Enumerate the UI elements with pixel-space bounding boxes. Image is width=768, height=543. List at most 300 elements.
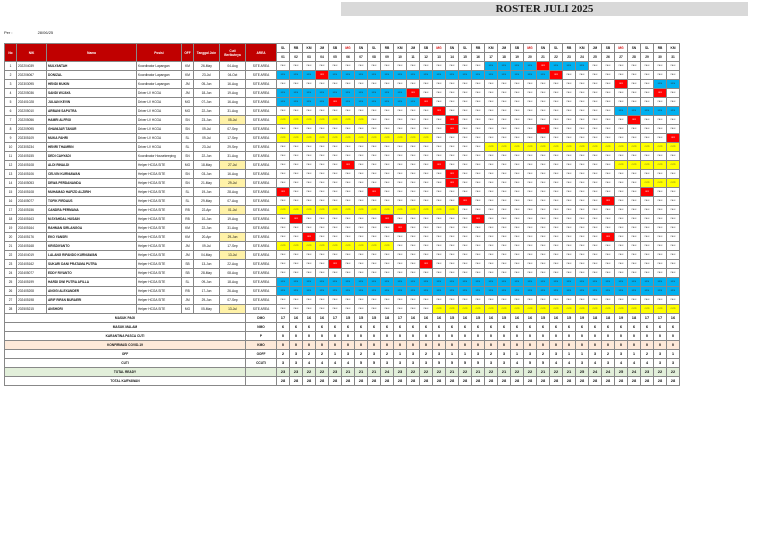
summary-value: 25 bbox=[576, 368, 589, 377]
shift-cell: CUTI bbox=[420, 134, 433, 143]
cell-nama: EKO YANSRI bbox=[47, 233, 137, 242]
date-label: 05 bbox=[329, 53, 342, 62]
summary-value: 3 bbox=[342, 350, 355, 359]
shift-cell: PAGI bbox=[602, 71, 615, 80]
cell-cuti: 13-Jul bbox=[220, 251, 246, 260]
cell-nama: KRISDIYANTO bbox=[47, 242, 137, 251]
shift-cell: MLM bbox=[537, 71, 550, 80]
shift-cell: PAGI bbox=[498, 260, 511, 269]
shift-cell: PAGI bbox=[641, 224, 654, 233]
shift-cell: CUTI bbox=[550, 305, 563, 314]
summary-value: 0 bbox=[550, 332, 563, 341]
cell-cuti: 18-Aug bbox=[220, 278, 246, 287]
shift-cell: PAGI bbox=[576, 125, 589, 134]
shift-cell: PAGI bbox=[628, 206, 641, 215]
summary-value: 0 bbox=[654, 341, 667, 350]
shift-cell: PAGI bbox=[511, 161, 524, 170]
table-row bbox=[5, 107, 680, 116]
cell-area: SITE AREA bbox=[246, 62, 277, 71]
shift-cell: MLM bbox=[576, 287, 589, 296]
summary-label: CUTI bbox=[5, 359, 246, 368]
shift-cell: MLM bbox=[472, 287, 485, 296]
summary-value: 22 bbox=[550, 368, 563, 377]
shift-cell: PAGI bbox=[641, 215, 654, 224]
shift-cell: PAGI bbox=[394, 143, 407, 152]
shift-cell: PAGI bbox=[524, 152, 537, 161]
summary-value: 28 bbox=[511, 377, 524, 386]
shift-cell: MLM bbox=[342, 89, 355, 98]
shift-cell: PAGI bbox=[654, 224, 667, 233]
cell-area: SITE AREA bbox=[246, 224, 277, 233]
cell-area: SITE AREA bbox=[246, 287, 277, 296]
cell-nik: 202209095 bbox=[17, 125, 47, 134]
summary-value: 4 bbox=[641, 359, 654, 368]
summary-value: 0 bbox=[628, 341, 641, 350]
day-label: MG bbox=[615, 44, 628, 53]
shift-cell: PAGI bbox=[602, 125, 615, 134]
summary-value: 0 bbox=[667, 341, 680, 350]
summary-value: 16 bbox=[550, 314, 563, 323]
summary-value: 16 bbox=[485, 314, 498, 323]
shift-cell: MLM bbox=[485, 62, 498, 71]
shift-cell: PAGI bbox=[498, 107, 511, 116]
cell-join: 21-May bbox=[194, 179, 220, 188]
cell-nik: 202205036 bbox=[17, 89, 47, 98]
summary-value: 21 bbox=[355, 368, 368, 377]
shift-cell: CUTI bbox=[550, 143, 563, 152]
shift-cell: PAGI bbox=[511, 215, 524, 224]
col-off: OFF bbox=[182, 44, 194, 62]
shift-cell: PAGI bbox=[459, 107, 472, 116]
cell-nik: 202206067 bbox=[17, 71, 47, 80]
summary-value: 0 bbox=[277, 341, 290, 350]
shift-cell: CUTI bbox=[355, 242, 368, 251]
shift-cell: PAGI bbox=[355, 197, 368, 206]
shift-cell: PAGI bbox=[602, 98, 615, 107]
shift-cell: PAGI bbox=[277, 170, 290, 179]
shift-cell: PAGI bbox=[290, 197, 303, 206]
shift-cell: OFF bbox=[472, 215, 485, 224]
shift-cell: MLM bbox=[446, 71, 459, 80]
col-area: AREA bbox=[246, 44, 277, 62]
cell-nama: DEDI CAHYADI bbox=[47, 152, 137, 161]
shift-cell: PAGI bbox=[342, 107, 355, 116]
cell-no: 16 bbox=[5, 197, 17, 206]
shift-cell: PAGI bbox=[381, 116, 394, 125]
date-label: 27 bbox=[615, 53, 628, 62]
summary-value: 15 bbox=[537, 314, 550, 323]
shift-cell: CUTI bbox=[459, 305, 472, 314]
summary-value: 3 bbox=[433, 350, 446, 359]
shift-cell: PAGI bbox=[316, 125, 329, 134]
cell-cuti: 07-Sep bbox=[220, 125, 246, 134]
summary-value: 3 bbox=[277, 359, 290, 368]
shift-cell: PAGI bbox=[368, 143, 381, 152]
summary-value: 28 bbox=[368, 377, 381, 386]
summary-value: 28 bbox=[355, 377, 368, 386]
summary-row bbox=[5, 377, 680, 386]
shift-cell: PAGI bbox=[563, 116, 576, 125]
shift-cell: PAGI bbox=[628, 98, 641, 107]
shift-cell: CUTI bbox=[329, 116, 342, 125]
summary-value: 0 bbox=[290, 341, 303, 350]
shift-cell: PAGI bbox=[498, 98, 511, 107]
shift-cell: PAGI bbox=[433, 143, 446, 152]
shift-cell: PAGI bbox=[485, 152, 498, 161]
shift-cell: PAGI bbox=[602, 170, 615, 179]
summary-value: 17 bbox=[329, 314, 342, 323]
shift-cell: PAGI bbox=[459, 206, 472, 215]
summary-value: 3 bbox=[394, 359, 407, 368]
shift-cell: PAGI bbox=[303, 215, 316, 224]
shift-cell: MLM bbox=[576, 278, 589, 287]
summary-value: 16 bbox=[407, 314, 420, 323]
shift-cell: PAGI bbox=[394, 152, 407, 161]
cell-no: 5 bbox=[5, 98, 17, 107]
shift-cell: PAGI bbox=[615, 98, 628, 107]
cell-cuti: 31-Aug bbox=[220, 107, 246, 116]
cell-join: 29-Jun bbox=[194, 296, 220, 305]
shift-cell: PAGI bbox=[524, 269, 537, 278]
shift-cell: PAGI bbox=[459, 215, 472, 224]
shift-cell: OFF bbox=[420, 98, 433, 107]
summary-row bbox=[5, 341, 680, 350]
shift-cell: CUTI bbox=[342, 242, 355, 251]
cell-nama: ANSHORI bbox=[47, 305, 137, 314]
shift-cell: PAGI bbox=[368, 296, 381, 305]
shift-cell: MLM bbox=[654, 80, 667, 89]
cell-nik: 202405162 bbox=[17, 260, 47, 269]
date-label: 20 bbox=[524, 53, 537, 62]
cell-posisi: Helper HCGA SITE bbox=[137, 260, 182, 269]
shift-cell: PAGI bbox=[628, 224, 641, 233]
summary-value: 0 bbox=[277, 332, 290, 341]
cell-nik: 202305234 bbox=[17, 143, 47, 152]
shift-cell: PAGI bbox=[563, 206, 576, 215]
shift-cell: MLM bbox=[394, 89, 407, 98]
summary-value: 28 bbox=[654, 377, 667, 386]
shift-cell: PAGI bbox=[485, 296, 498, 305]
shift-cell: PAGI bbox=[550, 89, 563, 98]
summary-code bbox=[246, 368, 277, 377]
summary-value: 22 bbox=[485, 368, 498, 377]
cell-no: 18 bbox=[5, 215, 17, 224]
shift-cell: PAGI bbox=[459, 143, 472, 152]
shift-cell: PAGI bbox=[329, 233, 342, 242]
shift-cell: PAGI bbox=[394, 80, 407, 89]
cell-posisi: Helper HCGA SITE bbox=[137, 170, 182, 179]
shift-cell: PAGI bbox=[498, 269, 511, 278]
shift-cell: MLM bbox=[381, 71, 394, 80]
shift-cell: PAGI bbox=[446, 98, 459, 107]
cell-no: 15 bbox=[5, 188, 17, 197]
cell-nama: EDDY RIYANTO bbox=[47, 269, 137, 278]
date-label: 01 bbox=[277, 53, 290, 62]
summary-value: 3 bbox=[368, 350, 381, 359]
summary-value: 3 bbox=[615, 350, 628, 359]
shift-cell: PAGI bbox=[589, 71, 602, 80]
table-row bbox=[5, 62, 680, 71]
summary-value: 3 bbox=[654, 359, 667, 368]
cell-nama: ANGGI ALEXANDER bbox=[47, 287, 137, 296]
shift-cell: PAGI bbox=[381, 260, 394, 269]
shift-cell: PAGI bbox=[602, 152, 615, 161]
cell-nik: 202405106 bbox=[17, 170, 47, 179]
cell-posisi: Helper HCGA SITE bbox=[137, 305, 182, 314]
cell-cuti: 19-Aug bbox=[220, 215, 246, 224]
shift-cell: PAGI bbox=[667, 152, 680, 161]
cell-area: SITE AREA bbox=[246, 305, 277, 314]
shift-cell: PAGI bbox=[511, 152, 524, 161]
shift-cell: MLM bbox=[446, 278, 459, 287]
shift-cell: PAGI bbox=[433, 134, 446, 143]
summary-code bbox=[246, 377, 277, 386]
summary-row bbox=[5, 350, 680, 359]
shift-cell: PAGI bbox=[303, 251, 316, 260]
cell-no: 3 bbox=[5, 80, 17, 89]
shift-cell: PAGI bbox=[654, 242, 667, 251]
cell-no: 25 bbox=[5, 278, 17, 287]
summary-value: 6 bbox=[459, 323, 472, 332]
table-row bbox=[5, 80, 680, 89]
summary-value: 0 bbox=[498, 341, 511, 350]
shift-cell: PAGI bbox=[303, 143, 316, 152]
cell-nama: DEWA PERDANANDA bbox=[47, 179, 137, 188]
shift-cell: PAGI bbox=[420, 197, 433, 206]
summary-value: 28 bbox=[589, 377, 602, 386]
shift-cell: PAGI bbox=[329, 188, 342, 197]
date-label: 26 bbox=[602, 53, 615, 62]
summary-value: 6 bbox=[537, 323, 550, 332]
summary-value: 23 bbox=[329, 368, 342, 377]
cell-join: 05-May bbox=[194, 305, 220, 314]
shift-cell: PAGI bbox=[589, 125, 602, 134]
shift-cell: CUTI bbox=[446, 305, 459, 314]
shift-cell: PAGI bbox=[667, 188, 680, 197]
summary-value: 2 bbox=[355, 350, 368, 359]
shift-cell: PAGI bbox=[576, 80, 589, 89]
summary-value: 1 bbox=[394, 350, 407, 359]
cell-posisi: Helper HCGA SITE bbox=[137, 242, 182, 251]
cell-nama: DONIZAL bbox=[47, 71, 137, 80]
shift-cell: PAGI bbox=[667, 71, 680, 80]
shift-cell: PAGI bbox=[316, 224, 329, 233]
cell-join: 10-Jun bbox=[194, 215, 220, 224]
shift-cell: PAGI bbox=[498, 134, 511, 143]
shift-cell: CUTI bbox=[524, 305, 537, 314]
summary-label: KONFIRMASI COVID-19 bbox=[5, 341, 246, 350]
shift-cell: OFF bbox=[615, 80, 628, 89]
shift-cell: CUTI bbox=[563, 143, 576, 152]
shift-cell: PAGI bbox=[667, 233, 680, 242]
summary-value: 15 bbox=[563, 314, 576, 323]
summary-row bbox=[5, 332, 680, 341]
summary-value: 18 bbox=[589, 314, 602, 323]
shift-cell: PAGI bbox=[628, 89, 641, 98]
shift-cell: MLM bbox=[602, 278, 615, 287]
shift-cell: OFF bbox=[654, 89, 667, 98]
cell-no: 1 bbox=[5, 62, 17, 71]
shift-cell: MLM bbox=[433, 287, 446, 296]
shift-cell: PAGI bbox=[433, 116, 446, 125]
summary-label: TOTAL KARYAWAN bbox=[5, 377, 246, 386]
summary-value: 0 bbox=[537, 332, 550, 341]
shift-cell: PAGI bbox=[420, 296, 433, 305]
shift-cell: PAGI bbox=[589, 134, 602, 143]
summary-value: 4 bbox=[550, 359, 563, 368]
cell-nik: 202205010 bbox=[17, 107, 47, 116]
shift-cell: PAGI bbox=[524, 125, 537, 134]
shift-cell: PAGI bbox=[576, 98, 589, 107]
shift-cell: PAGI bbox=[446, 143, 459, 152]
cell-no: 22 bbox=[5, 251, 17, 260]
shift-cell: PAGI bbox=[459, 179, 472, 188]
shift-cell: PAGI bbox=[511, 98, 524, 107]
shift-cell: PAGI bbox=[381, 143, 394, 152]
update-date-line bbox=[4, 30, 53, 35]
cell-cuti: 05-Jul bbox=[220, 116, 246, 125]
shift-cell: PAGI bbox=[472, 125, 485, 134]
summary-value: 28 bbox=[485, 377, 498, 386]
shift-cell: CUTI bbox=[446, 206, 459, 215]
shift-cell: OFF bbox=[537, 125, 550, 134]
shift-cell: PAGI bbox=[368, 170, 381, 179]
cell-nama: ARIF RIFAN BURAERI bbox=[47, 296, 137, 305]
summary-value: 4 bbox=[342, 359, 355, 368]
shift-cell: PAGI bbox=[433, 269, 446, 278]
shift-cell: PAGI bbox=[576, 161, 589, 170]
summary-value: 0 bbox=[511, 332, 524, 341]
shift-cell: PAGI bbox=[394, 305, 407, 314]
shift-cell: PAGI bbox=[459, 224, 472, 233]
shift-cell: PAGI bbox=[524, 98, 537, 107]
summary-value: 6 bbox=[329, 323, 342, 332]
day-label: SB bbox=[329, 44, 342, 53]
shift-cell: PAGI bbox=[511, 269, 524, 278]
summary-value: 6 bbox=[342, 323, 355, 332]
shift-cell: PAGI bbox=[628, 260, 641, 269]
cell-no: 27 bbox=[5, 296, 17, 305]
summary-value: 28 bbox=[290, 377, 303, 386]
shift-cell: PAGI bbox=[615, 260, 628, 269]
shift-cell: PAGI bbox=[290, 224, 303, 233]
shift-cell: PAGI bbox=[537, 269, 550, 278]
shift-cell: PAGI bbox=[459, 269, 472, 278]
summary-value: 3 bbox=[381, 359, 394, 368]
shift-cell: MLM bbox=[641, 107, 654, 116]
shift-cell: PAGI bbox=[472, 242, 485, 251]
shift-cell: PAGI bbox=[355, 143, 368, 152]
table-row bbox=[5, 161, 680, 170]
summary-value: 28 bbox=[524, 377, 537, 386]
shift-cell: PAGI bbox=[628, 152, 641, 161]
date-label: 31 bbox=[667, 53, 680, 62]
shift-cell: OFF bbox=[316, 71, 329, 80]
shift-cell: PAGI bbox=[589, 116, 602, 125]
summary-value: 28 bbox=[329, 377, 342, 386]
summary-value: 2 bbox=[485, 350, 498, 359]
table-row bbox=[5, 98, 680, 107]
shift-cell: PAGI bbox=[303, 170, 316, 179]
day-label: RB bbox=[654, 44, 667, 53]
shift-cell: PAGI bbox=[485, 161, 498, 170]
shift-cell: PAGI bbox=[485, 125, 498, 134]
summary-label: MASUK MALAM bbox=[5, 323, 246, 332]
shift-cell: CUTI bbox=[394, 206, 407, 215]
cell-area: SITE AREA bbox=[246, 71, 277, 80]
shift-cell: PAGI bbox=[407, 179, 420, 188]
shift-cell: PAGI bbox=[563, 152, 576, 161]
shift-cell: PAGI bbox=[563, 269, 576, 278]
shift-cell: MLM bbox=[368, 89, 381, 98]
summary-value: 4 bbox=[511, 359, 524, 368]
shift-cell: PAGI bbox=[420, 179, 433, 188]
shift-cell: PAGI bbox=[420, 62, 433, 71]
shift-cell: PAGI bbox=[615, 233, 628, 242]
shift-cell: CUTI bbox=[381, 134, 394, 143]
shift-cell: MLM bbox=[303, 287, 316, 296]
shift-cell: CUTI bbox=[498, 305, 511, 314]
shift-cell: PAGI bbox=[472, 170, 485, 179]
shift-cell: PAGI bbox=[277, 197, 290, 206]
cell-off: SL bbox=[182, 278, 194, 287]
shift-cell: PAGI bbox=[277, 215, 290, 224]
cell-off: RB bbox=[182, 215, 194, 224]
day-label: SN bbox=[355, 44, 368, 53]
summary-value: 5 bbox=[472, 359, 485, 368]
shift-cell: PAGI bbox=[420, 215, 433, 224]
shift-cell: PAGI bbox=[368, 107, 381, 116]
shift-cell: PAGI bbox=[342, 305, 355, 314]
shift-cell: PAGI bbox=[433, 224, 446, 233]
shift-cell: PAGI bbox=[329, 107, 342, 116]
shift-cell: PAGI bbox=[524, 134, 537, 143]
summary-value: 5 bbox=[446, 359, 459, 368]
summary-value: 6 bbox=[472, 323, 485, 332]
cell-off: MG bbox=[182, 161, 194, 170]
shift-cell: CUTI bbox=[329, 242, 342, 251]
cell-off: SN bbox=[182, 125, 194, 134]
shift-cell: PAGI bbox=[654, 233, 667, 242]
shift-cell: PAGI bbox=[420, 188, 433, 197]
summary-value: 1 bbox=[576, 350, 589, 359]
shift-cell: PAGI bbox=[511, 89, 524, 98]
shift-cell: MLM bbox=[394, 278, 407, 287]
day-label: SB bbox=[420, 44, 433, 53]
cell-cuti: 31-Aug bbox=[220, 152, 246, 161]
summary-value: 0 bbox=[485, 341, 498, 350]
shift-cell: PAGI bbox=[355, 233, 368, 242]
shift-cell: OFF bbox=[602, 197, 615, 206]
shift-cell: PAGI bbox=[654, 215, 667, 224]
cell-off: JM bbox=[182, 251, 194, 260]
summary-value: 16 bbox=[433, 314, 446, 323]
shift-cell: PAGI bbox=[563, 98, 576, 107]
summary-value: 28 bbox=[602, 377, 615, 386]
summary-value: 0 bbox=[589, 341, 602, 350]
shift-cell: PAGI bbox=[368, 233, 381, 242]
shift-cell: PAGI bbox=[654, 134, 667, 143]
summary-value: 6 bbox=[654, 323, 667, 332]
shift-cell: PAGI bbox=[407, 242, 420, 251]
shift-cell: PAGI bbox=[550, 161, 563, 170]
shift-cell: PAGI bbox=[381, 197, 394, 206]
cell-cuti: 28-Aug bbox=[220, 188, 246, 197]
summary-value: 0 bbox=[303, 341, 316, 350]
shift-cell: MLM bbox=[316, 278, 329, 287]
summary-value: 28 bbox=[576, 377, 589, 386]
table-row bbox=[5, 224, 680, 233]
